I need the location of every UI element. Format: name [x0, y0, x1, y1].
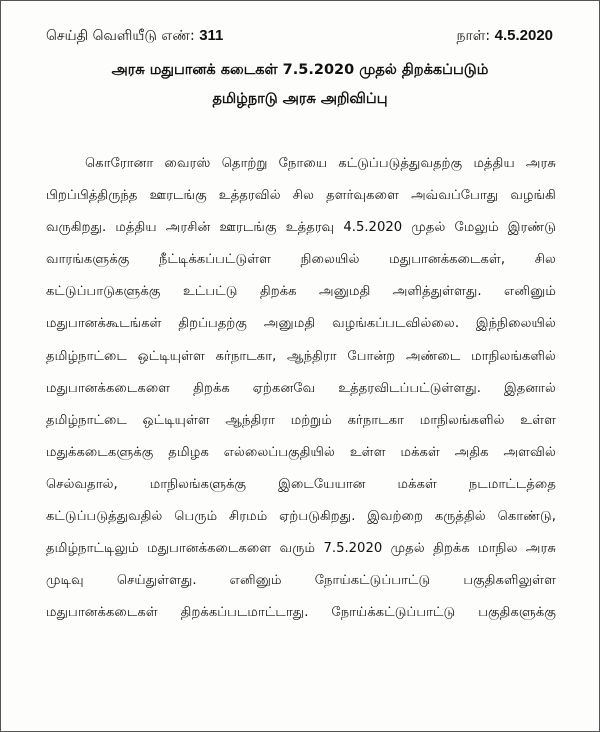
body-text [46, 148, 556, 629]
body-line: கட்டுப்படுத்துவதில் பெரும் சிரமம் ஏற்படுகிறது. இவற்றை கருத்தில் கொண்டு, [46, 509, 556, 525]
document-title: அரசு மதுபானக் கடைகள் 7.5.2020 முதல் திறக்கப்படும் [111, 62, 489, 78]
release-number-block [46, 27, 223, 46]
body-line: வாரங்களுக்கு நீட்டிக்கப்பட்டுள்ள நிலையில் மதுபானக்கடைகள், சில [46, 252, 556, 268]
body-line: மதுபானக்கடைகள் திறக்கப்படமாட்டாது. நோய்க்கட்டுப்பாட்டு பகுதிகளுக்கு [46, 605, 556, 621]
body-line: மதுபானக்கூடங்கள் திறப்பதற்கு அனுமதி வழங்கப்படவில்லை. இந்நிலையில் [46, 316, 556, 332]
body-line: கொரோனா வைரஸ் தொற்று நோயை கட்டுப்படுத்துவதற்கு மத்திய அரசு [85, 156, 556, 171]
body-line: தமிழ்நாட்டை ஒட்டியுள்ள ஆந்திரா மற்றும் கர்நாடகா மாநிலங்களில் உள்ள [46, 412, 556, 428]
release-number: 311 [199, 26, 224, 44]
body-line: மதுக்கடைகளுக்கு தமிழக எல்லைப்பகுதியில் உள்ள மக்கள் அதிக அளவில் [46, 444, 556, 460]
date-block [457, 27, 554, 46]
date-label: நாள்: [456, 27, 491, 44]
date-value: 4.5.2020 [494, 26, 553, 44]
body-line: தமிழ்நாட்டை ஒட்டியுள்ள கர்நாடகா, ஆந்திரா போன்ற அண்டை மாநிலங்களில் [46, 348, 556, 364]
body-line: பிறப்பித்திருந்த ஊரடங்கு உத்தரவில் சில தளர்வுகளை அவ்வப்போது வழங்கி [46, 188, 556, 204]
body-line: கட்டுப்பாடுகளுக்கு உட்பட்டு திறக்க அனுமதி அளித்துள்ளது. எனினும் [46, 284, 556, 300]
header-row [46, 25, 553, 47]
body-line: முடிவு செய்துள்ளது. எனினும் நோய்கட்டுப்பாட்டு பகுதிகளிலுள்ள [46, 573, 556, 589]
body-line: செல்வதால், மாநிலங்களுக்கு இடையேயான மக்கள் நடமாட்டத்தை [46, 476, 556, 492]
body-line: வருகிறது. மத்திய அரசின் ஊரடங்கு உத்தரவு 4.5.2020 முதல் மேலும் இரண்டு [46, 220, 556, 236]
body-line: தமிழ்நாட்டிலும் மதுபானக்கடைகளை வரும் 7.5.2020 முதல் திறக்க மாநில அரசு [46, 541, 556, 557]
release-number-label: செய்தி வெளியீடு எண்: [46, 27, 195, 44]
body-line: மதுபானக்கடைகளை திறக்க ஏற்கனவே உத்தரவிடப்பட்டுள்ளது. இதனால் [46, 380, 556, 396]
document-subtitle: தமிழ்நாடு அரசு அறிவிப்பு [212, 91, 388, 107]
